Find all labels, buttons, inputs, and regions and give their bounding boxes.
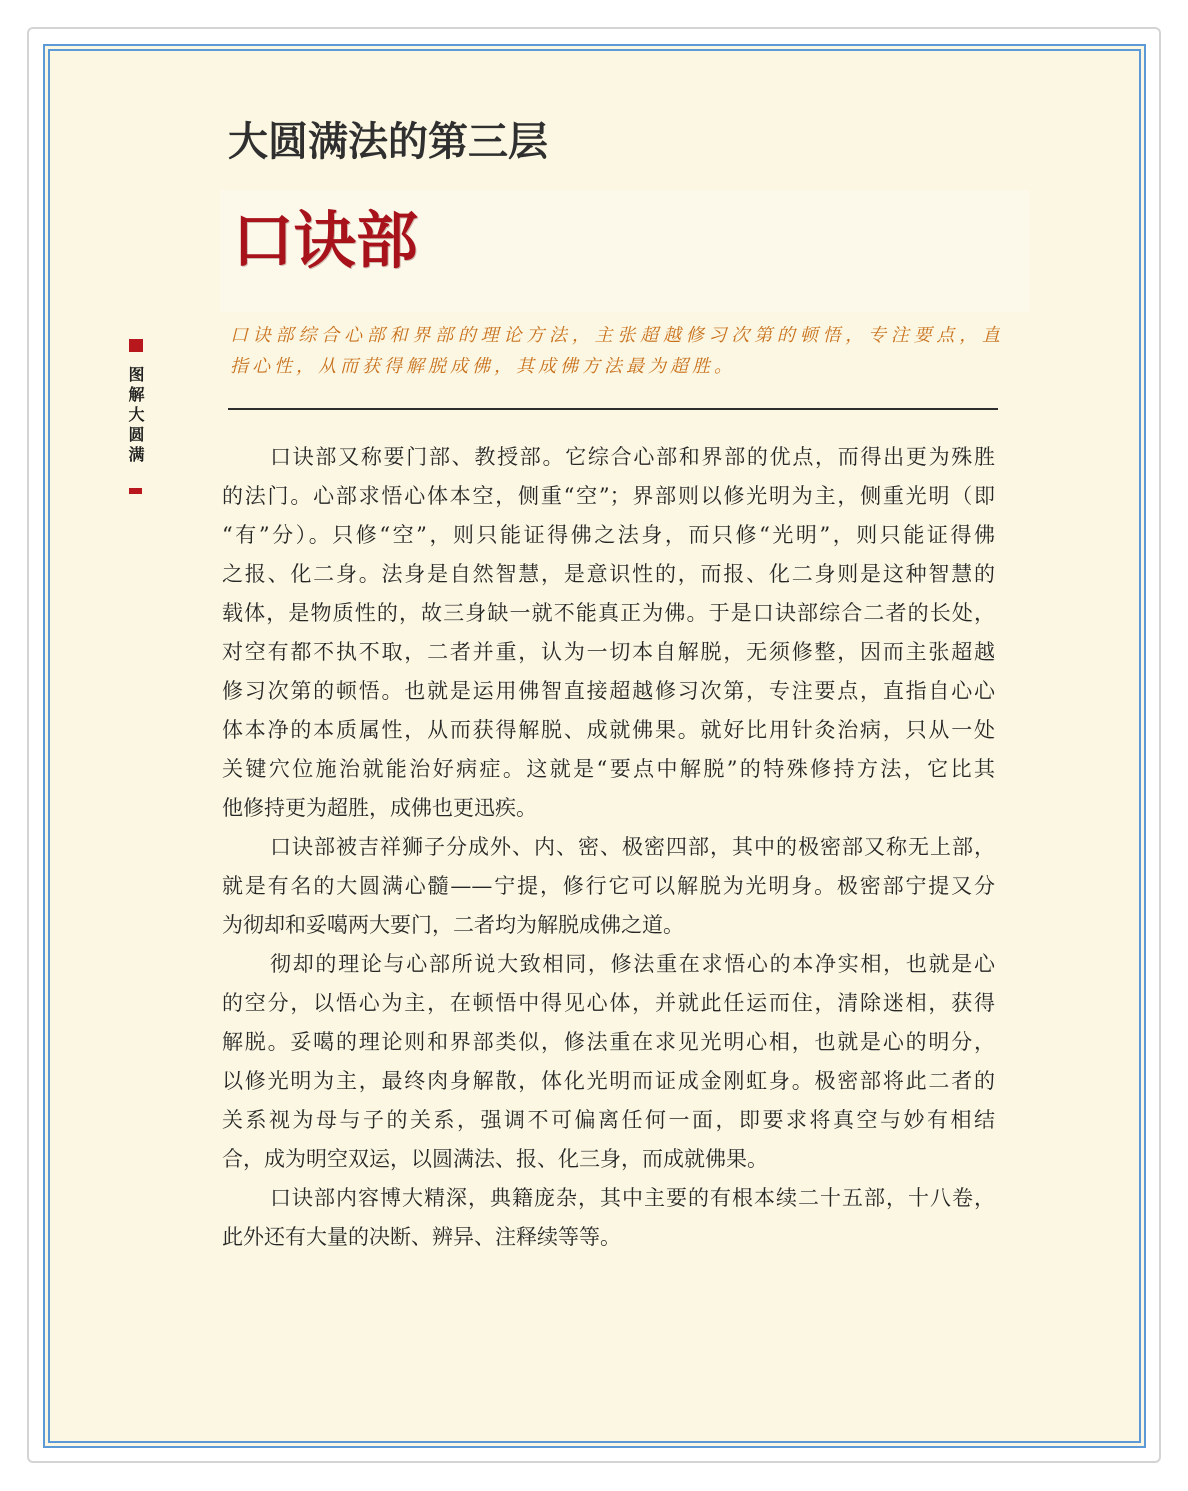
paragraph-1-line: 的法门。心部求悟心体本空，侧重“空”；界部则以修光明为主，侧重光明（即 (222, 484, 995, 508)
section-summary (230, 320, 1000, 382)
section-heading: 口诀部 (232, 204, 419, 277)
summary-line: 口诀部综合心部和界部的理论方法，主张超越修习次第的顿悟，专注要点，直 (230, 325, 1000, 346)
paragraph-3-line: 合，成为明空双运，以圆满法、报、化三身，而成就佛果。 (222, 1147, 768, 1171)
paragraph-1-line: 体本净的本质属性，从而获得解脱、成就佛果。就好比用针灸治病，只从一处 (222, 718, 995, 742)
paragraph-3-line: 的空分，以悟心为主，在顿悟中得见心体，并就此任运而住，清除迷相，获得 (222, 991, 995, 1015)
paragraph-1-line: 口诀部又称要门部、教授部。它综合心部和界部的优点，而得出更为殊胜 (270, 445, 995, 469)
page-title: 大圆满法的第三层 (228, 119, 548, 165)
body-text (222, 438, 995, 1257)
paragraph-1-line: 关键穴位施治就能治好病症。这就是“要点中解脱”的特殊修持方法，它比其 (222, 757, 995, 781)
paragraph-2-line: 口诀部被吉祥狮子分成外、内、密、极密四部，其中的极密部又称无上部， (270, 835, 995, 859)
paragraph-1-line: 对空有都不执不取，二者并重，认为一切本自解脱，无须修整，因而主张超越 (222, 640, 995, 664)
paragraph-3-line: 彻却的理论与心部所说大致相同，修法重在求悟心的本净实相，也就是心 (270, 952, 995, 976)
section-divider (228, 408, 998, 410)
sidebar-book-label: 图解大圆满 (126, 366, 145, 466)
paragraph-1-line: 修习次第的顿悟。也就是运用佛智直接超越修习次第，专注要点，直指自心心 (222, 679, 995, 703)
paragraph-4-line: 口诀部内容博大精深，典籍庞杂，其中主要的有根本续二十五部，十八卷， (270, 1186, 995, 1210)
paragraph-1-line: 之报、化二身。法身是自然智慧，是意识性的，而报、化二身则是这种智慧的 (222, 562, 995, 586)
paragraph-2-line: 为彻却和妥噶两大要门，二者均为解脱成佛之道。 (222, 913, 684, 937)
paragraph-1-line: 载体，是物质性的，故三身缺一就不能真正为佛。于是口诀部综合二者的长处， (222, 601, 995, 625)
paragraph-4-line: 此外还有大量的决断、辨异、注释续等等。 (222, 1225, 621, 1249)
sidebar-red-dash-icon (129, 488, 142, 494)
summary-line: 指心性，从而获得解脱成佛，其成佛方法最为超胜。 (230, 356, 736, 377)
paragraph-2-line: 就是有名的大圆满心髓——宁提，修行它可以解脱为光明身。极密部宁提又分 (222, 874, 995, 898)
sidebar-red-square-icon (129, 339, 143, 352)
paragraph-3-line: 解脱。妥噶的理论则和界部类似，修法重在求见光明心相，也就是心的明分， (222, 1030, 995, 1054)
paragraph-1-line: “有”分）。只修“空”，则只能证得佛之法身，而只修“光明”，则只能证得佛 (222, 523, 995, 547)
paragraph-1-line: 他修持更为超胜，成佛也更迅疾。 (222, 796, 537, 820)
paragraph-3-line: 以修光明为主，最终肉身解散，体化光明而证成金刚虹身。极密部将此二者的 (222, 1069, 995, 1093)
paragraph-3-line: 关系视为母与子的关系，强调不可偏离任何一面，即要求将真空与妙有相结 (222, 1108, 995, 1132)
